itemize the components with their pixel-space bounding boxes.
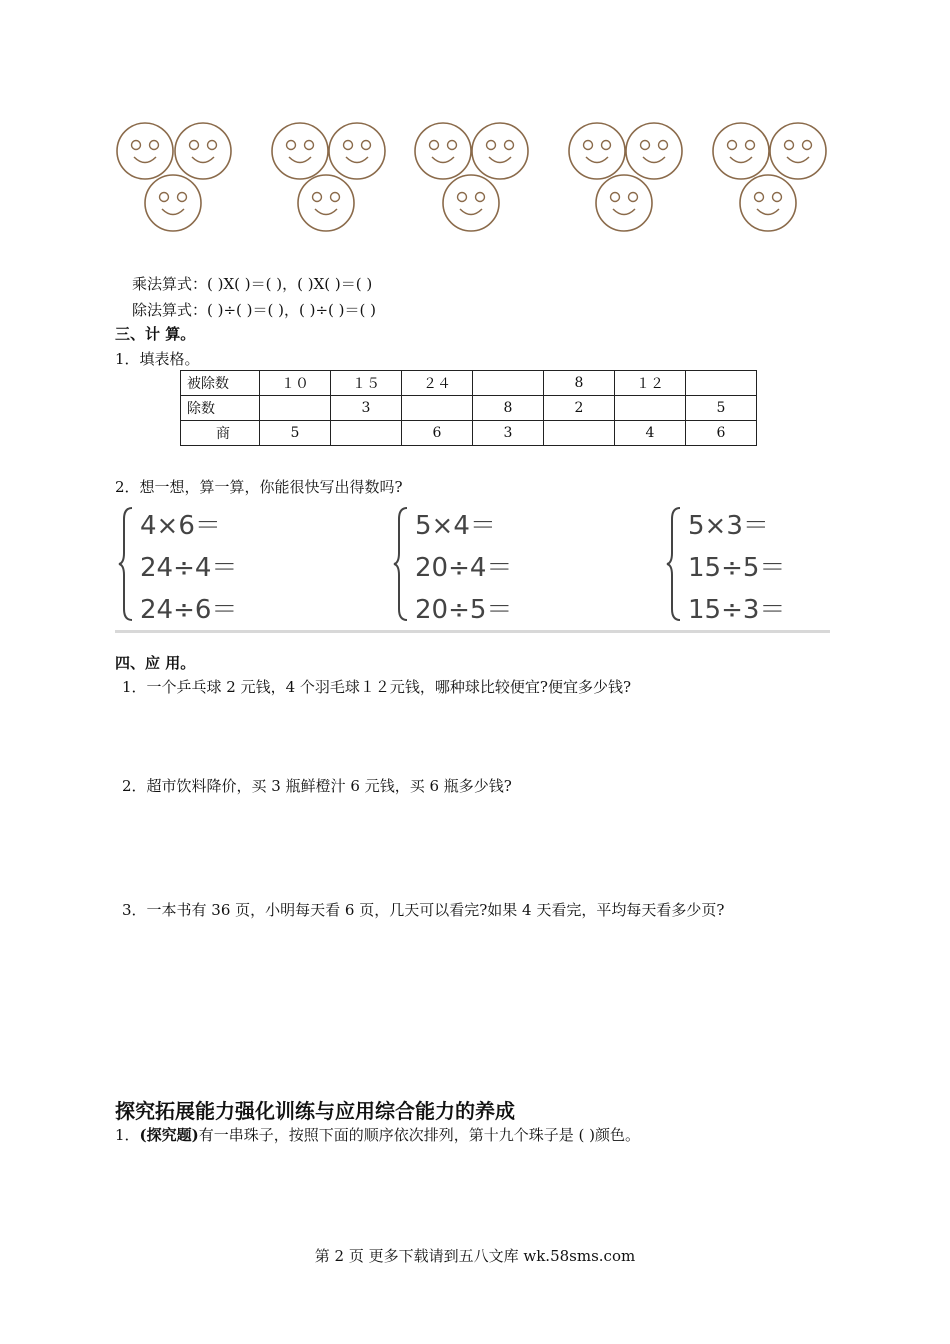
question-tag: (探究题) bbox=[139, 1126, 199, 1144]
equation: 15÷5＝ bbox=[688, 553, 786, 583]
smiley-group-4 bbox=[569, 123, 682, 231]
table-cell: 4 bbox=[615, 421, 686, 446]
table-cell: 被除数 bbox=[181, 371, 260, 396]
equation: 15÷3＝ bbox=[688, 595, 786, 625]
section-3-title: 三、计 算。 bbox=[115, 325, 196, 343]
equation: 24÷4＝ bbox=[140, 553, 238, 583]
application-problem-1: 1．一个乒乓球 2 元钱，4 个羽毛球１２元钱，哪种球比较便宜?便宜多少钱? bbox=[122, 678, 632, 696]
smiley-group-5 bbox=[713, 123, 826, 231]
equation-group-2 bbox=[393, 505, 533, 625]
equation: 5×3＝ bbox=[688, 511, 769, 541]
table-cell: 5 bbox=[686, 396, 757, 421]
smiley-face-icon bbox=[472, 123, 528, 179]
equation-group-1 bbox=[118, 505, 258, 625]
table-cell: 8 bbox=[544, 371, 615, 396]
brace-icon bbox=[393, 505, 411, 623]
table-cell: 6 bbox=[402, 421, 473, 446]
table-row bbox=[181, 421, 757, 446]
table-cell: １２ bbox=[615, 371, 686, 396]
equation: 5×4＝ bbox=[415, 511, 496, 541]
smiley-face-icon bbox=[713, 123, 769, 179]
table-cell: １５ bbox=[331, 371, 402, 396]
smiley-face-icon bbox=[770, 123, 826, 179]
equation: 4×6＝ bbox=[140, 511, 221, 541]
table-cell: １０ bbox=[260, 371, 331, 396]
table-cell bbox=[473, 371, 544, 396]
scan-divider bbox=[115, 630, 830, 633]
smiley-face-icon bbox=[117, 123, 173, 179]
table-cell bbox=[402, 396, 473, 421]
division-formula: 除法算式：( )÷( )＝( )，( )÷( )＝( ) bbox=[132, 301, 376, 319]
explore-title: 探究拓展能力强化训练与应用综合能力的养成 bbox=[115, 1099, 515, 1123]
multiplication-formula: 乘法算式：( )X( )＝( )，( )X( )＝( ) bbox=[132, 275, 373, 293]
page-footer: 第 2 页 更多下载请到五八文库 wk.58sms.com bbox=[314, 1247, 636, 1265]
table-cell: 3 bbox=[331, 396, 402, 421]
equation: 24÷6＝ bbox=[140, 595, 238, 625]
smiley-face-icon bbox=[443, 175, 499, 231]
table-cell: 8 bbox=[473, 396, 544, 421]
table-cell: 5 bbox=[260, 421, 331, 446]
table-cell: 商 bbox=[181, 421, 260, 446]
table-cell bbox=[260, 396, 331, 421]
equation: 20÷5＝ bbox=[415, 595, 513, 625]
table-cell bbox=[615, 396, 686, 421]
application-problem-2: 2．超市饮料降价，买 3 瓶鲜橙汁 6 元钱，买 6 瓶多少钱? bbox=[122, 777, 512, 795]
equation: 20÷4＝ bbox=[415, 553, 513, 583]
smiley-group-3 bbox=[415, 123, 528, 231]
table-cell: 除数 bbox=[181, 396, 260, 421]
table-cell bbox=[331, 421, 402, 446]
question-3-1: 1．填表格。 bbox=[115, 350, 200, 368]
table-cell: 3 bbox=[473, 421, 544, 446]
table-row bbox=[181, 371, 757, 396]
table-cell: ２４ bbox=[402, 371, 473, 396]
smiley-group-2 bbox=[272, 123, 385, 231]
brace-icon bbox=[118, 505, 136, 623]
brace-icon bbox=[666, 505, 684, 623]
question-text: 有一串珠子，按照下面的顺序依次排列，第十九个珠子是 ( )颜色。 bbox=[198, 1126, 640, 1144]
smiley-face-icon bbox=[298, 175, 354, 231]
question-3-2: 2．想一想，算一算，你能很快写出得数吗? bbox=[115, 478, 403, 496]
equation-group-3 bbox=[666, 505, 806, 625]
table-cell bbox=[686, 371, 757, 396]
smiley-face-icon bbox=[175, 123, 231, 179]
question-number: 1． bbox=[115, 1126, 140, 1144]
smiley-face-icon bbox=[329, 123, 385, 179]
smiley-face-icon bbox=[415, 123, 471, 179]
table-cell bbox=[544, 421, 615, 446]
application-problem-3: 3．一本书有 36 页，小明每天看 6 页，几天可以看完?如果 4 天看完，平均每天看多少页? bbox=[122, 901, 725, 919]
smiley-face-icon bbox=[272, 123, 328, 179]
explore-question-1 bbox=[115, 1124, 640, 1145]
table-cell: 2 bbox=[544, 396, 615, 421]
smiley-face-icon bbox=[569, 123, 625, 179]
table-row bbox=[181, 396, 757, 421]
smiley-face-icon bbox=[626, 123, 682, 179]
smiley-face-icon bbox=[145, 175, 201, 231]
table-cell: 6 bbox=[686, 421, 757, 446]
smiley-faces-illustration bbox=[100, 115, 850, 240]
smiley-face-icon bbox=[740, 175, 796, 231]
smiley-face-icon bbox=[596, 175, 652, 231]
section-4-title: 四、应 用。 bbox=[115, 654, 196, 672]
smiley-group-1 bbox=[117, 123, 231, 231]
fill-table bbox=[180, 370, 757, 446]
